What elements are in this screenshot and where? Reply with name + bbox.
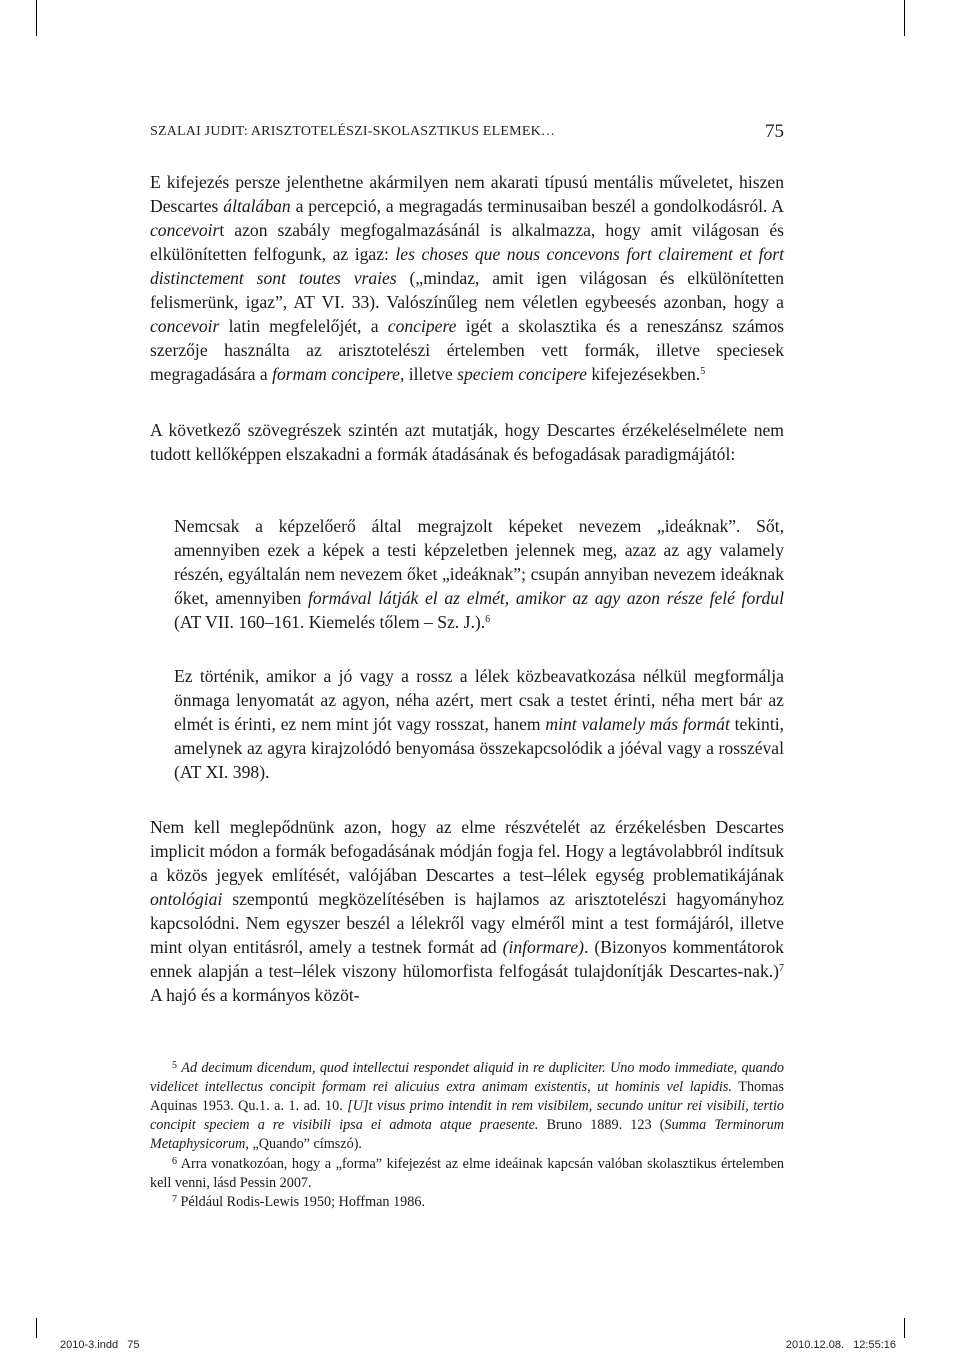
crop-mark-top-right bbox=[904, 0, 905, 36]
paragraph-2: A következő szövegrészek szintén azt mutatják, hogy Descartes érzékeléselmélete nem tudott kellőképpen elszakadni a formák átadásának és befogadásak paradigmájától: bbox=[150, 420, 784, 464]
footnote-6: $^6$ Arra vonatkozóan, hogy a „forma” kifejezést az elme ideáinak kapcsán valóban skolasztikus értelemben kell venni, lásd Pessin 2007. bbox=[150, 1156, 784, 1191]
block-quote-2: Ez történik, amikor a jó vagy a rossz a lélek közbeavatkozása nélkül megformálja önmaga lenyomatát az agyon, néha azért, mert csak a testet érinti, néha mert bár az elmét is érinti, ez nem mint jót vagy rosszat, hanem mint valamely más formát tekinti, amelynek az agyra kirajzolódó benyomása összekapcsolódik a jóéval vagy a rosszéval (AT XI. 398). bbox=[174, 666, 784, 782]
running-title: SZALAI JUDIT: ARISZTOTELÉSZI-SKOLASZTIKUS ELEMEK… bbox=[150, 124, 556, 139]
slug-datetime: 2010.12.08. 12:55:16 bbox=[785, 1339, 896, 1351]
paragraph-3: Nem kell meglepődnünk azon, hogy az elme részvételét az érzékelésben Descartes implicit módon a formák befogadásának módján fogja fel. Hogy a legtávolabbról indítsuk a közös jegyek említését, valójában Descartes a test–lélek egység problematikájának ontológiai szempontú megközelítésében is hajlamos az arisztotelészi hagyományhoz kapcsolódni. Nem egyszer beszél a lélekről vagy elméről mint a test formájáról, illetve mint olyan entitásról, amely a testnek formát ad (informare). (Bizonyos kommentátorok ennek alapján a test–lélek viszony hülomorfista felfogását tulajdonítják Descartes-nak.)$^7$ A hajó és a kormányos közöt- bbox=[150, 817, 784, 1005]
slug-file: 2010-3.indd 75 bbox=[60, 1339, 140, 1351]
crop-mark-bottom-right bbox=[904, 1318, 905, 1338]
paragraph-1: E kifejezés persze jelenthetne akármilyen nem akarati típusú mentális műveletet, hiszen Descartes általában a percepció, a megragadás terminusaiban beszél a gondolkodásról. A concevoirt azon szabály megfogalmazásánál is alkalmazza, hogy amit világosan és elkülönítetten felfogunk, az igaz: les choses que nous concevons fort clairement et fort distinctement sont toutes vraies („mindaz, amit igen világosan és elkülönítetten felismerünk, igaz”, AT VI. 33). Valószínűleg nem véletlen egybeesés azonban, hogy a concevoir latin megfelelőjét, a concipere igét a skolasztika és a reneszánsz számos szerzője használta az arisztotelészi értelemben vett formák, illetve speciesek megragadására a formam concipere, illetve speciem concipere kifejezésekben.$^5$ bbox=[150, 172, 785, 384]
page-number: 75 bbox=[765, 121, 784, 142]
footnote-7: $^7$ Például Rodis-Lewis 1950; Hoffman 1986. bbox=[172, 1194, 425, 1210]
footnote-ref-6: 6 bbox=[485, 614, 491, 625]
crop-mark-top-left bbox=[36, 0, 37, 36]
crop-mark-bottom-left bbox=[36, 1318, 37, 1338]
footnote-ref-5: 5 bbox=[700, 366, 706, 377]
block-quote-1: Nemcsak a képzelőerő által megrajzolt képeket nevezem „ideáknak”. Sőt, amennyiben ezek a képek a testi képzeletben jelennek meg, azaz az agy valamely részén, egyáltalán nem nevezem őket „ideáknak”; csupán annyiban nevezem ideáknak őket, amennyiben formával látják el az elmét, amikor az agy azon része felé fordul (AT VII. 160–161. Kiemelés tőlem – Sz. J.).$^6$ bbox=[174, 516, 784, 632]
footnote-5: $^5$ Ad decimum dicendum, quod intellectui respondet aliquid in re dupliciter. Uno modo immediate, quando videlicet intellectus concipit formam rei alicuius extra animam existentis, ut hominis vel lapidis. Thomas Aquinas 1953. Qu.1. a. 1. ad. 10. [U]t visus primo intendit in rem visibilem, secundo unitur rei visibili, tertio concipit speciem a re visibili ipsa ei admota atque praesente. Bruno 1889. 123 (Summa Terminorum Metaphysicorum, „Quando” címszó). bbox=[150, 1060, 785, 1152]
footnote-ref-7: 7 bbox=[779, 963, 784, 974]
